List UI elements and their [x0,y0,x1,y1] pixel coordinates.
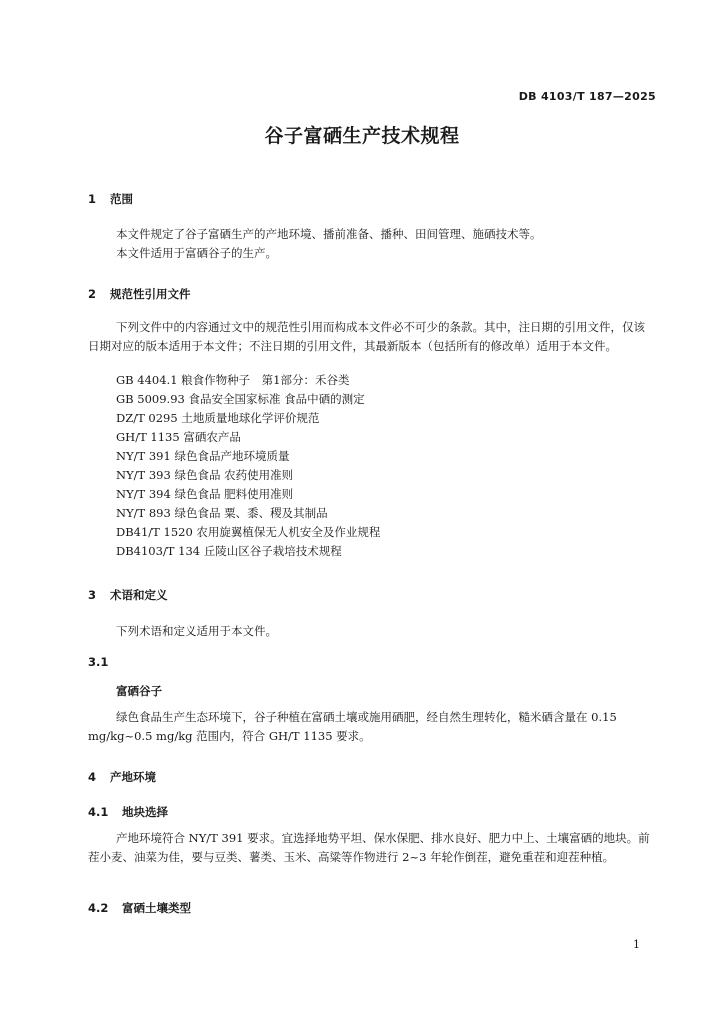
section-title: 术语和定义 [110,588,168,602]
page-number: 1 [633,938,640,951]
reference-item: GB 4404.1 粮食作物种子 第1部分：禾谷类 [116,373,350,387]
scope-paragraph-2: 本文件适用于富硒谷子的生产。 [116,246,277,260]
term-number: 3.1 [88,655,109,669]
section-title: 产地环境 [110,770,157,784]
reference-item: DB4103/T 134 丘陵山区谷子栽培技术规程 [116,544,342,558]
document-title: 谷子富硒生产技术规程 [264,125,460,147]
subsection-4-2-heading [88,900,191,916]
subsection-title: 地块选择 [122,805,169,819]
scope-paragraph-1: 本文件规定了谷子富硒生产的产地环境、播前准备、播种、田间管理、施硒技术等。 [116,227,542,241]
terms-intro: 下列术语和定义适用于本文件。 [116,624,277,638]
subsection-title: 富硒土壤类型 [122,901,192,915]
subsection-number: 4.2 [88,901,109,915]
reference-item: NY/T 893 绿色食品 粟、黍、稷及其制品 [116,506,328,520]
reference-item: NY/T 394 绿色食品 肥料使用准则 [116,487,294,501]
section-title: 范围 [110,192,134,206]
section-title: 规范性引用文件 [110,287,191,301]
subsection-4-1-heading [88,804,168,820]
section-number: 2 [88,287,97,301]
term-definition: 绿色食品生产生态环境下，谷子种植在富硒土壤或施用硒肥，经自然生理转化，糙米硒含量在 0.15 mg/kg~0.5 mg/kg 范围内，符合 GH/T 1135 要求。 [88,710,617,743]
section-3-heading [88,587,168,603]
subsection-number: 4.1 [88,805,109,819]
term-name: 富硒谷子 [116,684,162,698]
section-number: 3 [88,588,97,602]
reference-item: GB 5009.93 食品安全国家标准 食品中硒的测定 [116,392,365,406]
reference-list [116,371,380,561]
plot-selection-paragraph: 产地环境符合 NY/T 391 要求。宜选择地势平坦、保水保肥、排水良好、肥力中上、土壤富硒的地块。前茬小麦、油菜为佳，要与豆类、薯类、玉米、高粱等作物进行 2~3 年轮作倒茬，避免重茬和迎茬种植。 [88,831,650,864]
section-number: 1 [88,192,97,206]
section-number: 4 [88,770,97,784]
normative-references-intro: 下列文件中的内容通过文中的规范性引用而构成本文件必不可少的条款。其中，注日期的引用文件，仅该日期对应的版本适用于本文件；不注日期的引用文件，其最新版本（包括所有的修改单）适用于本文件。 [88,320,645,353]
section-1-heading [88,191,133,207]
reference-item: DZ/T 0295 土地质量地球化学评价规范 [116,411,320,425]
reference-item: NY/T 393 绿色食品 农药使用准则 [116,468,294,482]
reference-item: DB41/T 1520 农用旋翼植保无人机安全及作业规程 [116,525,381,539]
reference-item: GH/T 1135 富硒农产品 [116,430,241,444]
standard-code: DB 4103/T 187—2025 [518,90,656,103]
section-4-heading [88,769,156,785]
reference-item: NY/T 391 绿色食品产地环境质量 [116,449,290,463]
section-2-heading [88,286,191,302]
